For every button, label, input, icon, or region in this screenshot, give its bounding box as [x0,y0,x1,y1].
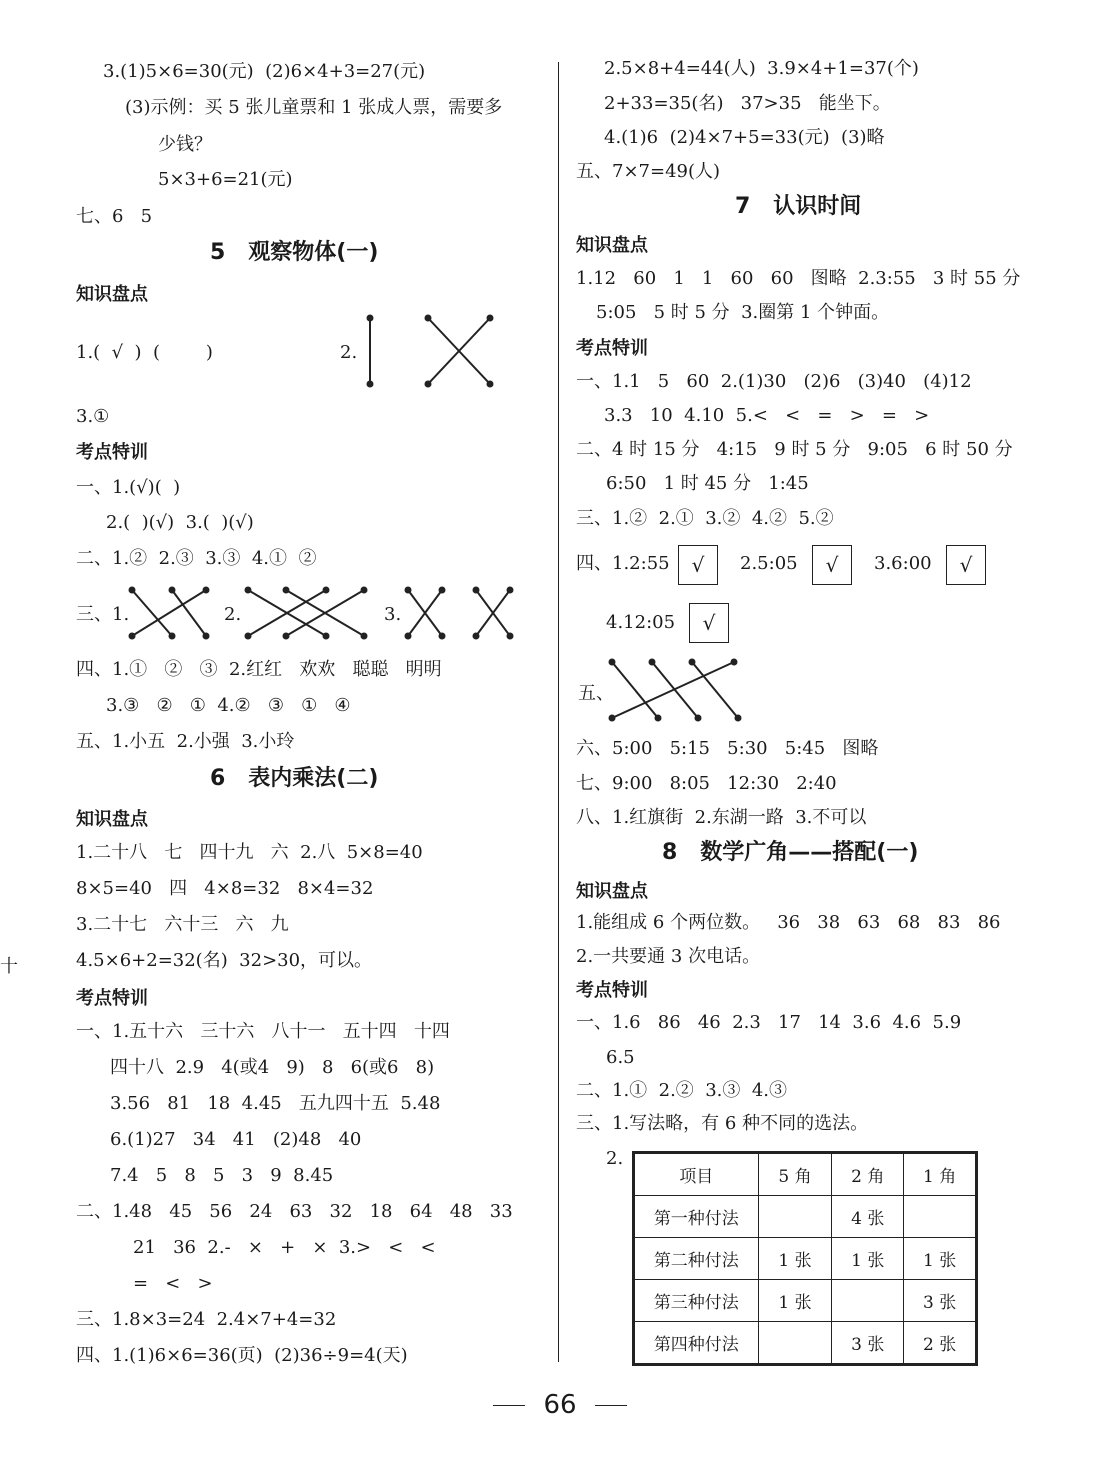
answer-line: 3.二十七 六十三 六 九 [76,914,289,935]
table-cell: 1 张 [904,1238,977,1280]
page-footer [0,1390,1120,1420]
answer-line: 三、1. [76,604,130,625]
footer-dash [595,1405,627,1406]
column-divider [558,62,559,1362]
table-row [634,1322,977,1365]
answer-line: 3. [384,604,402,625]
section-title: 6 表内乘法(二) [210,766,379,791]
subheading: 考点特训 [76,442,148,463]
answer-line: 五、7×7=49(人) [576,161,721,182]
table-cell: 1 张 [832,1238,904,1280]
table-row [634,1196,977,1238]
checked-box: √ [678,545,718,585]
table-header-row [634,1153,977,1196]
subheading: 考点特训 [576,980,648,1001]
answer-line: 一、1.五十六 三十六 八十一 五十四 十四 [76,1021,450,1042]
answer-line: 一、1.(√)( ) [76,477,181,498]
answer-line: 2.5:05 [740,553,798,574]
footer-dash [493,1405,525,1406]
answer-line: 少钱？ [158,134,212,155]
answer-line: 5×3+6=21(元) [158,169,293,190]
subheading: 知识盘点 [576,235,648,256]
answer-line: 一、1.6 86 46 2.3 17 14 3.6 4.6 5.9 [576,1012,962,1033]
table-cell: 2 张 [904,1322,977,1365]
answer-line: 七、6 5 [76,206,153,227]
table-cell [758,1196,832,1238]
answer-line: (3)示例：买 5 张儿童票和 1 张成人票，需要多 [125,97,503,118]
answer-line: 四、1.2:55 [576,553,670,574]
answer-line: 三、1.② 2.① 3.② 4.② 5.② [576,508,834,529]
table-row [634,1238,977,1280]
table-row [634,1280,977,1322]
answer-line: 六、5:00 5:15 5:30 5:45 图略 [576,738,879,759]
answer-line: 三、1.写法略，有 6 种不同的选法。 [576,1113,869,1134]
answer-line: 1.( √ ) ( ) [76,342,213,363]
section-title: 7 认识时间 [735,194,862,219]
answer-line: 4.12:05 [606,612,676,633]
subheading: 考点特训 [76,988,148,1009]
payment-methods-table [632,1151,978,1366]
answer-line: 1.能组成 6 个两位数。 36 38 63 68 83 86 [576,912,1001,933]
subheading: 知识盘点 [76,284,148,305]
table-cell: 第三种付法 [634,1280,759,1322]
answer-line: = < > [133,1273,213,1294]
matching-lines-figure [124,584,214,644]
answer-line: 八、1.红旗街 2.东湖一路 3.不可以 [576,807,867,828]
answer-line: 2. [606,1148,624,1169]
answer-line: 6:50 1 时 45 分 1:45 [606,473,809,494]
answer-line: 三、1.8×3=24 2.4×7+4=32 [76,1309,337,1330]
answer-line: 二、1.48 45 56 24 63 32 18 64 48 33 [76,1201,513,1222]
answer-line: 3.6:00 [874,553,932,574]
page-number: 66 [543,1390,577,1420]
checked-box: √ [689,603,729,643]
answer-line: 五、 [578,683,614,704]
subheading: 知识盘点 [576,881,648,902]
matching-lines-figure [242,584,372,644]
answer-line: 2.( )(√) 3.( )(√) [106,512,254,533]
answer-line: 一、1.1 5 60 2.(1)30 (2)6 (3)40 (4)12 [576,371,972,392]
answer-line: 4.(1)6 (2)4×7+5=33(元) (3)略 [604,127,885,148]
table-cell: 第二种付法 [634,1238,759,1280]
table-cell: 第一种付法 [634,1196,759,1238]
table-cell [832,1280,904,1322]
answer-line: 2.一共要通 3 次电话。 [576,946,761,967]
answer-line: 二、1.① 2.② 3.③ 4.③ [576,1080,788,1101]
answer-line: 3.3 10 4.10 5.< < = > = > [604,405,930,426]
answer-line: 五、1.小五 2.小强 3.小玲 [76,731,295,752]
answer-line: 3.③ ② ① 4.② ③ ① ④ [106,695,351,716]
answer-line: 3.① [76,406,110,427]
answer-line: 7.4 5 8 5 3 9 8.45 [110,1165,334,1186]
answer-line: 四十八 2.9 4(或4 9) 8 6(或6 8) [110,1057,435,1078]
table-header-cell: 5 角 [758,1153,832,1196]
answer-line: 1.12 60 1 1 60 60 图略 2.3:55 3 时 55 分 [576,268,1021,289]
edge-mark: 十 [0,956,18,977]
table-header-cell: 2 角 [832,1153,904,1196]
table-header-cell: 项目 [634,1153,759,1196]
answer-line: 21 36 2.- × + × 3.> < < [133,1237,436,1258]
section-title: 8 数学广角——搭配(一) [662,840,919,865]
answer-line: 四、1.① ② ③ 2.红红 欢欢 聪聪 明明 [76,659,442,680]
table-cell: 3 张 [832,1322,904,1365]
table-header-cell: 1 角 [904,1153,977,1196]
checked-box: √ [812,545,852,585]
table-cell: 4 张 [832,1196,904,1238]
answer-line: 2+33=35(名) 37>35 能坐下。 [604,93,891,114]
answer-line: 3.56 81 18 4.45 五九四十五 5.48 [110,1093,441,1114]
answer-line: 2. [340,342,358,363]
table-cell [758,1322,832,1365]
table-cell [904,1196,977,1238]
answer-line: 3.(1)5×6=30(元) (2)6×4+3=27(元) [103,61,426,82]
answer-line: 二、1.② 2.③ 3.③ 4.① ② [76,548,317,569]
section-title: 5 观察物体(一) [210,240,379,265]
answer-line: 6.5 [606,1047,635,1068]
answer-line: 1.二十八 七 四十九 六 2.八 5×8=40 [76,842,423,863]
answer-line: 二、4 时 15 分 4:15 9 时 5 分 9:05 6 时 50 分 [576,439,1013,460]
subheading: 考点特训 [576,338,648,359]
table-cell: 3 张 [904,1280,977,1322]
matching-lines-figure [606,656,746,726]
answer-line: 四、1.(1)6×6=36(页) (2)36÷9=4(天) [76,1345,408,1366]
answer-line: 2. [224,604,242,625]
answer-line: 七、9:00 8:05 12:30 2:40 [576,773,837,794]
matching-lines-figure [360,312,500,392]
answer-line: 6.(1)27 34 41 (2)48 40 [110,1129,362,1150]
subheading: 知识盘点 [76,809,148,830]
table-cell: 1 张 [758,1280,832,1322]
table-cell: 第四种付法 [634,1322,759,1365]
table-cell: 1 张 [758,1238,832,1280]
answer-line: 5:05 5 时 5 分 3.圈第 1 个钟面。 [596,302,890,323]
checked-box: √ [946,545,986,585]
answer-line: 2.5×8+4=44(人) 3.9×4+1=37(个) [604,58,919,79]
answer-line: 4.5×6+2=32(名) 32>30，可以。 [76,950,373,971]
answer-line: 8×5=40 四 4×8=32 8×4=32 [76,878,374,899]
matching-lines-figure [402,584,522,644]
